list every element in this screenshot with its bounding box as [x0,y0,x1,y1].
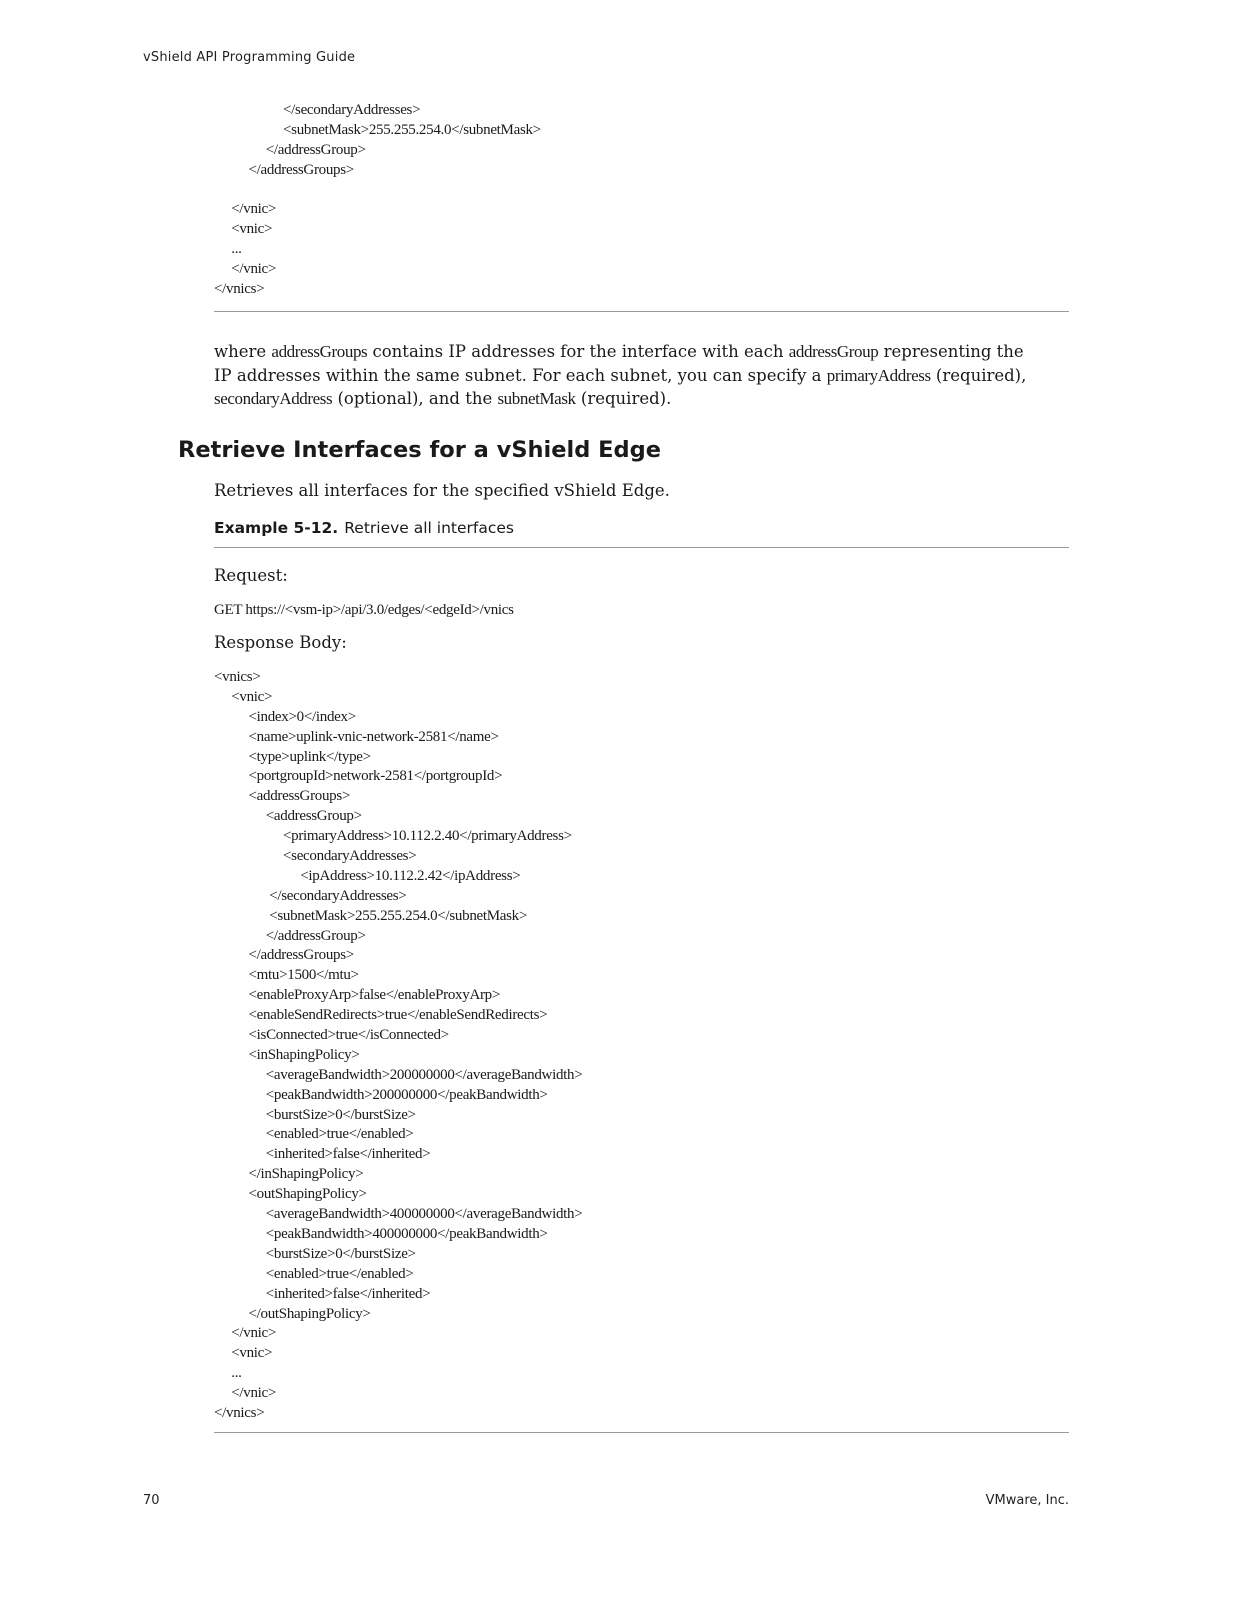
code-line: </secondaryAddresses> [214,887,407,904]
address-groups-paragraph [214,340,1044,411]
running-header-title: vShield API Programming Guide [143,50,356,65]
paragraph-text: (optional), and the [332,389,498,408]
code-line: <addressGroups> [214,788,351,805]
section-intro: Retrieves all interfaces for the specified vShield Edge. [214,481,670,500]
code-line: <subnetMask>255.255.254.0</subnetMask> [214,907,528,924]
code-line: <burstSize>0</burstSize> [214,1245,416,1262]
response-code-block [214,668,582,1424]
code-line: </vnic> [214,201,277,218]
code-line: <inherited>false</inherited> [214,1146,431,1163]
code-line: <vnic> [214,1345,273,1362]
example-caption [214,519,514,537]
code-line: </inShapingPolicy> [214,1166,364,1183]
example-caption-divider [214,547,1069,548]
code-line: <portgroupId>network-2581</portgroupId> [214,768,503,785]
code-line: <outShapingPolicy> [214,1186,367,1203]
code-line: <inShapingPolicy> [214,1046,360,1063]
term-address-groups: addressGroups [271,342,368,361]
code-line: <type>uplink</type> [214,748,371,765]
code-line: </vnic> [214,261,277,278]
code-line: <peakBandwidth>400000000</peakBandwidth> [214,1225,548,1242]
code-line: ... [214,1365,242,1382]
request-label: Request: [214,566,288,585]
response-code-divider [214,1432,1069,1433]
code-line: <enabled>true</enabled> [214,1126,414,1143]
paragraph-text: where [214,342,272,361]
term-secondary-address: secondaryAddress [214,389,333,408]
code-line: </vnic> [214,1385,277,1402]
code-line: <mtu>1500</mtu> [214,967,359,984]
top-code-divider [214,311,1069,312]
code-line: <enableSendRedirects>true</enableSendRedirects> [214,1007,548,1024]
paragraph-text: contains IP addresses for the interface with each [367,342,789,361]
code-line: <vnics> [214,669,261,685]
code-line: <enableProxyArp>false</enableProxyArp> [214,987,501,1004]
code-line: <averageBandwidth>200000000</averageBandwidth> [214,1066,583,1083]
code-line: <inherited>false</inherited> [214,1285,431,1302]
paragraph-text: representing the IP addresses within the same subnet. For each subnet, you can specify a [214,342,1024,385]
response-body-label: Response Body: [214,633,347,652]
code-line: </addressGroup> [214,141,366,158]
code-line: <primaryAddress>10.112.2.40</primaryAddress> [214,828,572,845]
footer-company: VMware, Inc. [985,1493,1069,1508]
paragraph-text: (required), [930,365,1027,385]
code-line: <secondaryAddresses> [214,848,417,865]
term-address-group: addressGroup [788,342,879,361]
code-line: <isConnected>true</isConnected> [214,1027,449,1044]
code-line: <burstSize>0</burstSize> [214,1106,416,1123]
code-line: </addressGroups> [214,161,354,178]
code-line: <averageBandwidth>400000000</averageBandwidth> [214,1206,583,1223]
code-line: <ipAddress>10.112.2.42</ipAddress> [214,867,521,884]
top-code-block [214,101,541,300]
example-title: Retrieve all interfaces [344,519,514,537]
code-line: </vnics> [214,281,265,298]
term-primary-address: primaryAddress [826,365,931,385]
code-line: </vnics> [214,1404,265,1421]
code-line: <index>0</index> [214,708,356,725]
code-line: </vnic> [214,1325,277,1342]
code-line: <addressGroup> [214,808,362,825]
code-line: </addressGroups> [214,947,354,964]
code-line: <subnetMask>255.255.254.0</subnetMask> [214,121,541,138]
code-line: <vnic> [214,221,273,238]
request-url: GET https://<vsm-ip>/api/3.0/edges/<edgeId>/vnics [214,602,514,618]
code-line: <name>uplink-vnic-network-2581</name> [214,728,499,745]
code-line: <enabled>true</enabled> [214,1265,414,1282]
code-line [214,181,541,201]
term-subnet-mask: subnetMask [497,389,576,408]
code-line: ... [214,241,242,258]
code-line: <peakBandwidth>200000000</peakBandwidth> [214,1086,548,1103]
section-heading: Retrieve Interfaces for a vShield Edge [178,437,662,463]
code-line: </addressGroup> [214,927,366,944]
code-line: </outShapingPolicy> [214,1305,371,1322]
code-line: </secondaryAddresses> [214,102,421,118]
code-line: <vnic> [214,688,273,705]
paragraph-text: (required). [575,389,672,408]
example-number: Example 5-12. [214,519,339,537]
footer-page-number: 70 [143,1493,160,1508]
